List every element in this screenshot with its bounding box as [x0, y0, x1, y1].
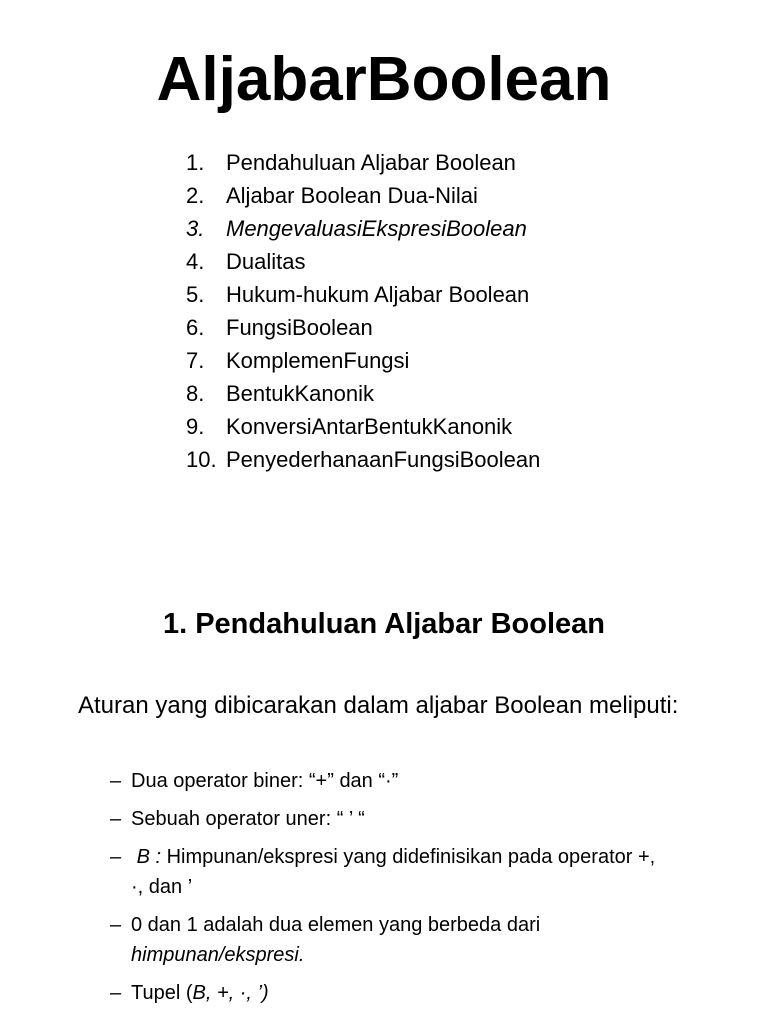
list-item	[110, 842, 670, 902]
toc-number: 8.	[186, 381, 205, 406]
toc-number: 4.	[186, 249, 205, 274]
bullet-text: Sebuah operator uner: “ ’ “	[131, 808, 365, 830]
bullet-text-italic: B :	[136, 846, 162, 868]
intro-paragraph: Aturan yang dibicarakan dalam aljabar Boolean meliputi:	[78, 692, 679, 719]
list-item	[110, 804, 670, 834]
toc-number: 10.	[186, 447, 217, 472]
toc-item	[186, 344, 540, 377]
bullet-text: Tupel (	[131, 982, 193, 1004]
toc-label: KomplemenFungsi	[226, 348, 410, 373]
toc-number: 1.	[186, 150, 205, 175]
toc-item	[186, 311, 540, 344]
dash-bullet: –	[110, 808, 122, 830]
list-item	[110, 978, 670, 1008]
rules-list	[110, 766, 670, 1016]
dash-bullet: –	[110, 770, 122, 792]
page-title: AljabarBoolean	[156, 45, 612, 114]
toc-item	[186, 179, 540, 212]
toc-item	[186, 443, 540, 476]
bullet-text-italic: himpunan/ekspresi.	[131, 944, 305, 966]
toc-item	[186, 410, 540, 443]
list-item	[110, 910, 670, 970]
toc-label: PenyederhanaanFungsiBoolean	[226, 447, 541, 472]
bullet-text: Dua operator biner: “+” dan “·”	[131, 770, 399, 792]
bullet-text: 0 dan 1 adalah dua elemen yang berbeda dari	[131, 914, 541, 936]
toc-item	[186, 146, 540, 179]
list-item	[110, 766, 670, 796]
toc-list	[186, 146, 540, 476]
toc-item	[186, 212, 540, 245]
dash-bullet: –	[110, 846, 122, 868]
toc-label: Pendahuluan Aljabar Boolean	[226, 150, 516, 175]
dash-bullet: –	[110, 982, 122, 1004]
toc-label: MengevaluasiEkspresiBoolean	[226, 216, 527, 241]
toc-label: FungsiBoolean	[226, 315, 373, 340]
toc-item	[186, 278, 540, 311]
dash-bullet: –	[110, 914, 122, 936]
section-title: 1. Pendahuluan Aljabar Boolean	[162, 608, 606, 640]
toc-number: 5.	[186, 282, 205, 307]
toc-number: 6.	[186, 315, 205, 340]
toc-label: KonversiAntarBentukKanonik	[226, 414, 513, 439]
toc-number: 3.	[186, 216, 205, 241]
bullet-text-italic: B, +, ·, ’)	[192, 982, 269, 1004]
toc-number: 9.	[186, 414, 205, 439]
toc-number: 2.	[186, 183, 205, 208]
toc-item	[186, 377, 540, 410]
bullet-text: Himpunan/ekspresi yang didefinisikan pada operator +, ·, dan ’	[131, 846, 656, 898]
toc-number: 7.	[186, 348, 205, 373]
toc-label: BentukKanonik	[226, 381, 374, 406]
toc-label: Aljabar Boolean Dua-Nilai	[226, 183, 478, 208]
toc-label: Dualitas	[226, 249, 306, 274]
slide-introduction	[0, 512, 768, 1024]
toc-item	[186, 245, 540, 278]
toc-label: Hukum-hukum Aljabar Boolean	[226, 282, 530, 307]
